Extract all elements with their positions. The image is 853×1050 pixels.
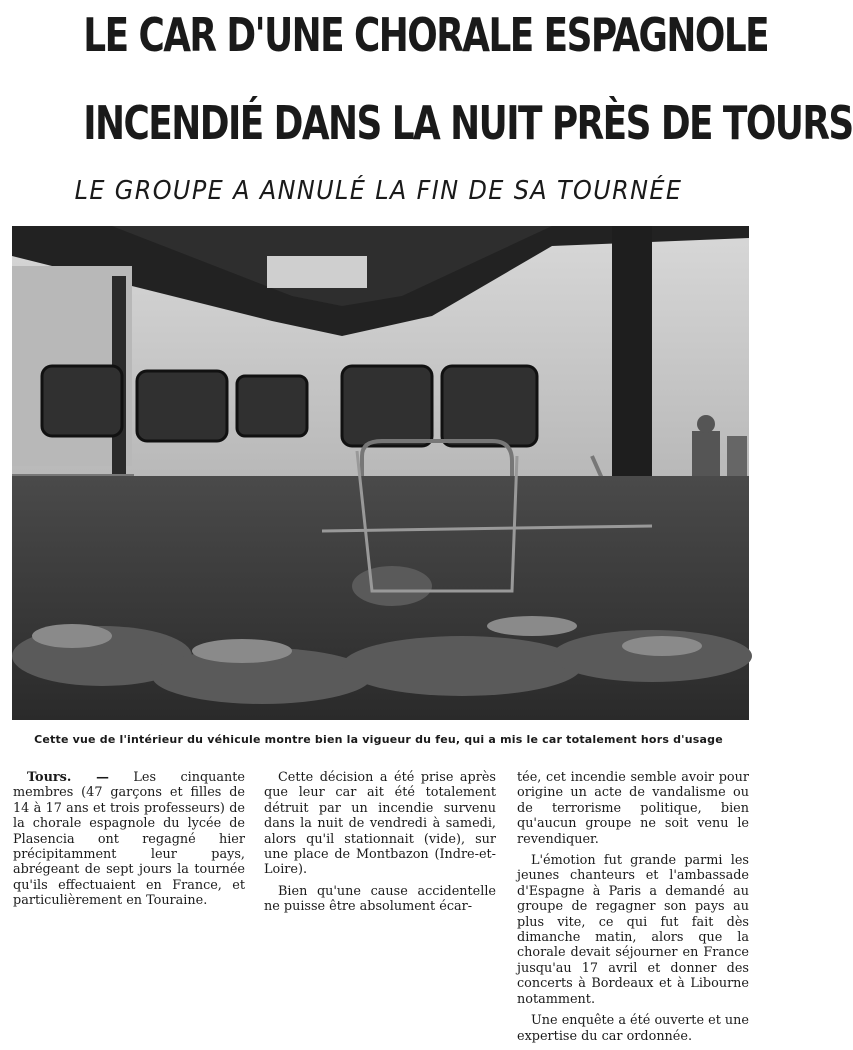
paragraph: Cette décision a été prise après que leur car ait été totalement détruit par un incendie survenu dans la nuit de vendredi à samedi, alors qu'il stationnait (vide), sur une place de Montbazon (Indre-et-Loire).	[264, 770, 496, 878]
burned-bus-interior-photo	[12, 226, 749, 720]
article-column-1	[13, 770, 245, 915]
dateline: Tours. —	[27, 770, 109, 785]
photo-caption: Cette vue de l'intérieur du véhicule montre bien la vigueur du feu, qui a mis le car totalement hors d'usage	[34, 733, 723, 746]
headline-line-1: LE CAR D'UNE CHORALE ESPAGNOLE	[83, 8, 769, 62]
subheadline: LE GROUPE A ANNULÉ LA FIN DE SA TOURNÉE	[74, 176, 683, 206]
paragraph: L'émotion fut grande parmi les jeunes chanteurs et l'ambassade d'Espagne à Paris a demandé au groupe de regagner son pays au plus vite, ce qui fut fait dès dimanche matin, alors que la chorale devait séjourner en France jusqu'au 17 avril et donner des concerts à Bordeaux et à Libourne notamment.	[517, 853, 749, 1007]
paragraph: tée, cet incendie semble avoir pour origine un acte de vandalisme ou de terrorisme politique, bien qu'aucun groupe ne soit venu le revendiquer.	[517, 770, 749, 847]
paragraph	[13, 770, 245, 909]
headline-line-2: INCENDIÉ DANS LA NUIT PRÈS DE TOURS	[83, 96, 853, 150]
article-column-2	[264, 770, 496, 921]
paragraph: Une enquête a été ouverte et une expertise du car ordonnée.	[517, 1013, 749, 1044]
article-column-3	[517, 770, 749, 1050]
paragraph: Bien qu'une cause accidentelle ne puisse être absolument écar-	[264, 883, 496, 915]
paragraph-text: Les cinquante membres (47 garçons et filles de 14 à 17 ans et trois professeurs) de la chorale espagnole du lycée de Plasencia ont regagné hier précipitamment leur pays, abrégeant de sept jours la tournée qu'ils effectuaient en France, et particulièrement en Touraine.	[13, 770, 245, 909]
